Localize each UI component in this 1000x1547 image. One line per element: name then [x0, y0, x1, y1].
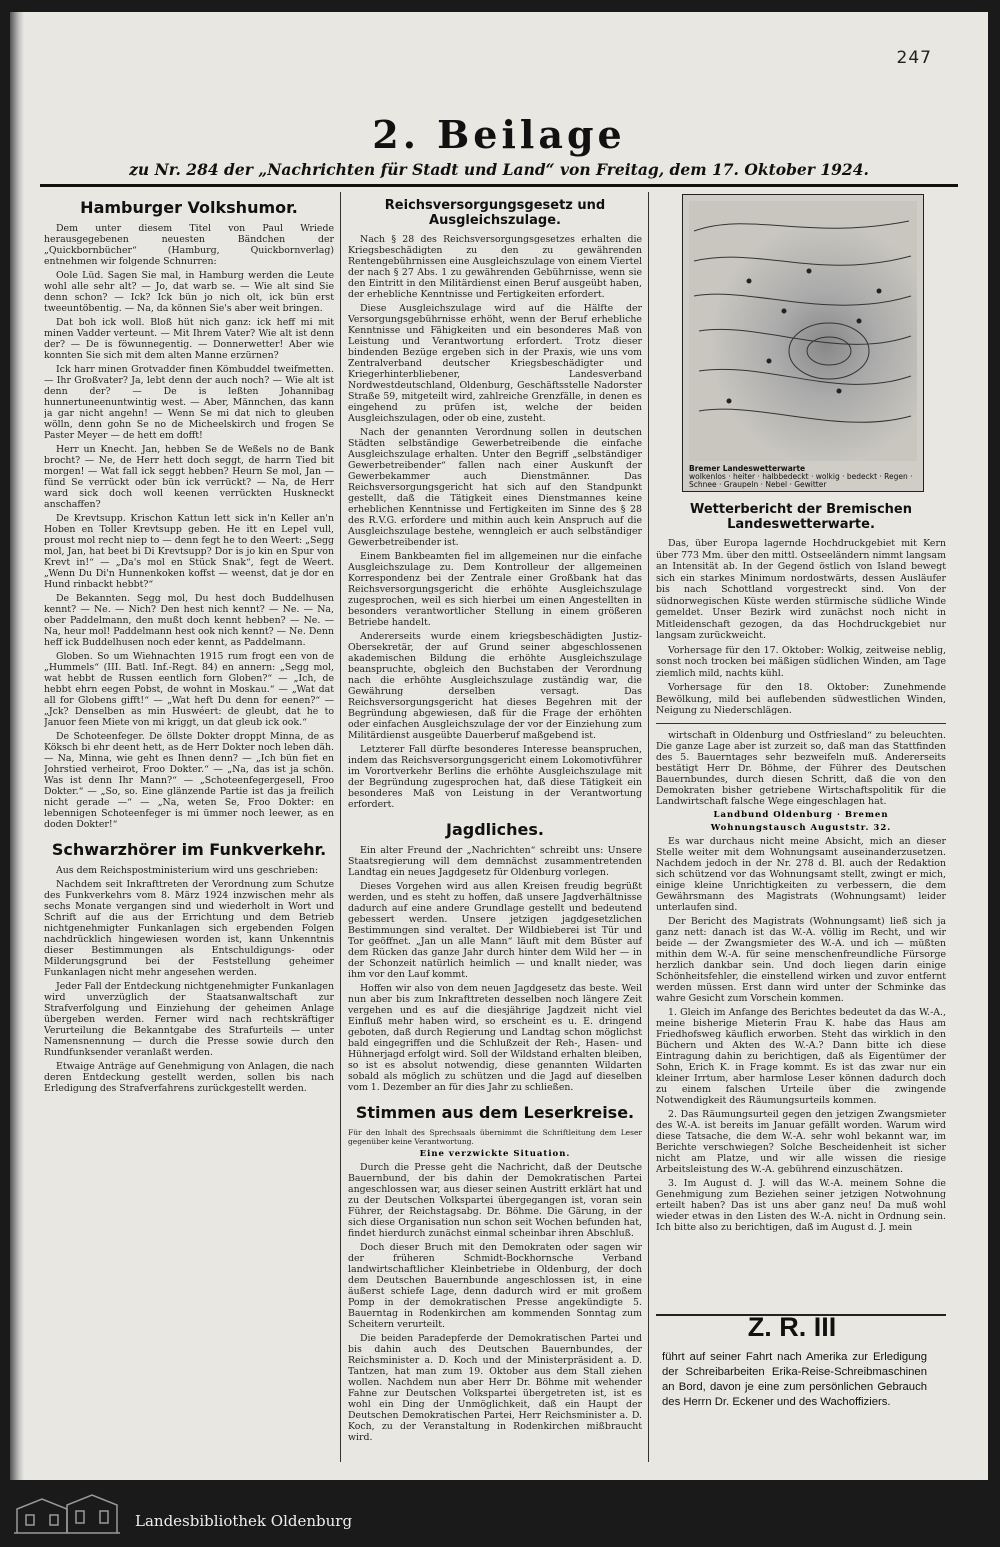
header-rule [40, 184, 958, 187]
paragraph: Ick harr minen Grotvadder finen Kömbuddel tweifmetten. — Ihr Großvater? Ja, lebt denn der auch noch? — Wie alt ist denn der? — De is leßten Johannibag hunnertuneenuntwintig west. — Aber, Männchen, das kann ja gar nicht angehn! — Wenn Se mi dat nich to gleuben wölln, denn gohn Se no de Micheelskirch und frogen Se Paster Meyer — de hett em dofft! [44, 364, 334, 441]
paragraph: Aus dem Reichspostministerium wird uns geschrieben: [56, 865, 319, 876]
paragraph: 2. Das Räumungsurteil gegen den jetzigen Zwangsmieter des W.-A. ist bereits im Januar gefällt worden. Warum wird diese Tatsache, die dem W.-A. sehr wohl bekannt war, im Berichte verschwiegen? Solche Bescheidenheit ist sicher nicht am Platze, und wir alle wissen die riesige Arbeitsleistung des W.-A. gebührend einzuschätzen. [656, 1108, 946, 1175]
paragraph: De Bekannten. Segg mol, Du hest doch Buddelhusen kennt? — Ne. — Nich? Den hest nich kennt? — Ne. — Na, ober Paddelmann, den mußt doch kennt hebben? — Ne. — Na, heur mol! Paddelmann hest ook nich kennt? — Ne. Denn heff ick Buddelhusen noch eder kennt, as Paddelmann. [44, 593, 334, 648]
map-legend [689, 465, 917, 487]
weather-map [682, 194, 924, 492]
paragraph: Nach § 28 des Reichsversorgungsgesetzes erhalten die Kriegsbeschädigten zu den zu gewährenden Rentengebührnissen eine Ausgleichszulage von einem Viertel der nach § 27 Abs. 1 zu gewährenden Gebührnisse, wenn sie den Eintritt in den Militärdienst einen Beruf ausgeübt haben, der erhebliche Kenntnisse und Fertigkeiten erfordert. [348, 234, 642, 300]
paragraph: Hoffen wir also von dem neuen Jagdgesetz das beste. Weil nun aber bis zum Inkrafttreten desselben noch längere Zeit vergehen und es auf die diesjährige Jagdzeit nicht viel Einfluß mehr haben wird, so erscheint es u. E. dringend geboten, daß durch Regierung und Landtag schon möglichst bald eingegriffen und die Schlußzeit der Reh-, Hasen- und Hühnerjagd erfolgt wird. Soll der Wildstand erhalten bleiben, so ist es absolut notwendig, diese genannten Wildarten sobald als möglich zu schützen und die Jagd auf dieselben vom 1. Dezember an für dies Jahr zu schließen. [348, 983, 642, 1093]
paragraph: Durch die Presse geht die Nachricht, daß der Deutsche Bauernbund, der bis dahin der Demokratischen Partei angeschlossen war, aus dieser seinen Austritt erklärt hat und zu der Deutschen Volkspartei übergegangen ist, voran sein Führer, der Reichstagsabg. Dr. Böhme. Die Gärung, in der sich diese Organisation nun schon seit Wochen befunden hat, findet hierdurch zunächst einmal scheinbar ihren Abschluß. [348, 1162, 642, 1239]
library-building-icon [12, 1491, 122, 1535]
middle-column [348, 194, 642, 1456]
paragraph: Letzterer Fall dürfte besonderes Interesse beanspruchen, indem das Reichsversorgungsgericht einem Lokomotivführer im Vorortverkehr Berlins die erhöhte Ausgleichszulage mit der Begründung zugesprochen hat, daß diese Tätigkeit ein besonderes Maß von Leistung in der Verantwortung erfordert. [348, 744, 642, 810]
page-binding-edge [10, 12, 24, 1480]
paragraph: Die beiden Paradepferde der Demokratischen Partei und bis dahin auch des Deutschen Bauernbundes, der Reichsminister a. D. Koch und der Ministerpräsident a. D. Tantzen, hat man zum 19. Oktober aus dem Stall ziehen wollen. Nachdem nun aber Herr Dr. Böhme mit wehender Fahne zur Deutschen Volkspartei übergetreten ist, ist es wohl ein Ding der Unmöglichkeit, daß ein Haupt der Deutschen Demokratischen Partei, Herr Reichsminister a. D. Koch, zu der Veranstaltung in Rodenkirchen mißbraucht wird. [348, 1333, 642, 1443]
column-divider [648, 192, 649, 1462]
letter-subheading: Eine verzwickte Situation. [419, 1149, 571, 1159]
paragraph: Nach der genannten Verordnung sollen in deutschen Städten selbständige Gewerbetreibende die einfache Ausgleichszulage erhalten. Unter den Begriff „selbständiger Gewerbetreibender“ fallen nach einer Auskunft der Gewerbekammer auch Dienstmänner. Das Reichsversorgungsgericht hat sich auf den Standpunkt gestellt, daß die Tätigkeit eines Dienstmannes keine erheblichen Kenntnisse und Fertigkeiten im Sinne des § 28 des R.V.G. erfordere und mithin auch kein Anspruch auf die Ausgleichszulage bestehe, wenngleich er auch selbständiger Gewerbetreibender ist. [348, 427, 642, 548]
page-number: 247 [896, 48, 932, 68]
ad-text: führt auf seiner Fahrt nach Amerika zur Erledigung der Schreibarbeiten Erika-Reise-Schreibmaschinen an Bord, davon je eine zum persönlichen Gebrauch des Herrn Dr. Eckener und des Wachoffiziers. [662, 1351, 927, 1408]
section-divider [656, 723, 946, 724]
map-caption: Bremer Landeswetterwarte [689, 464, 806, 473]
paragraph: Doch dieser Bruch mit den Demokraten oder sagen wir der früheren Schmidt-Bockhornsche Verband landwirtschaftlicher Kleinbetriebe in Oldenburg, der doch dem Deutschen Bauernbunde angeschlossen ist, in eine äußerst schiefe Lage, denn dadurch wird er mit großem Pomp in der demokratischen Presse angekündigte 5. Bauerntag in Rodenkirchen am kommenden Sonntag zum Scheitern verurteilt. [348, 1242, 642, 1330]
left-column [44, 194, 334, 1456]
right-column [656, 498, 946, 1318]
article-heading: Wetterbericht der Bremischen Landeswetterwarte. [689, 502, 912, 532]
weather-map-image [689, 201, 917, 461]
paragraph: Der Bericht des Magistrats (Wohnungsamt) ließ sich ja ganz nett: danach ist das W.-A. völlig im Recht, und wir beide — der Zwangsmieter des W.-A. und ich — müßten mithin dem W.-A. für seine menschenfreundliche Fürsorge herzlich dankbar sein. Und doch liegen darin einige Schönheitsfehler, die einstellend wirken und zuvor entfernt werden müssen. Erst dann wird unter der Schminke das wahre Gesicht zum Vorschein kommen. [656, 915, 946, 1004]
article-heading: Hamburger Volkshumor. [80, 198, 298, 217]
paragraph: Etwaige Anträge auf Genehmigung von Anlagen, die nach deren Entdeckung gestellt werden, sollen bis nach Erledigung des Strafverfahrens zurückgestellt werden. [44, 1061, 334, 1094]
column-divider [340, 192, 341, 1462]
supplement-subtitle: zu Nr. 284 der „Nachrichten für Stadt und Land“ von Freitag, dem 17. Oktober 1924. [129, 160, 869, 179]
paragraph: Einem Bankbeamten fiel im allgemeinen nur die einfache Ausgleichszulage zu. Dem Kontrolleur der allgemeinen Korrespondenz bei der Zentrale einer Großbank hat das Reichsversorgungsgericht die erhöhte Ausgleichszulage zugesprochen, weil es sich hierbei um einen Angestellten in besonders verantwortlicher Stellung in einem größeren Betriebe handelt. [348, 551, 642, 628]
library-name[interactable]: Landesbibliothek Oldenburg [135, 1512, 353, 1530]
article-heading: Reichsversorgungsgesetz und Ausgleichszulage. [384, 198, 606, 228]
paragraph: 3. Im August d. J. will das W.-A. meinem Sohne die Genehmigung zum Beziehen seiner jetzigen Notwohnung erteilt haben? Das ist uns aber ganz neu! Da muß wohl wieder etwas in den Listen des W.-A. nicht in Ordnung sein. Ich bitte also zu berichtigen, daß im August d. J. mein [656, 1177, 946, 1233]
article-heading: Jagdliches. [446, 820, 544, 839]
ad-title: Z. R. III [747, 1312, 837, 1342]
paragraph: Oole Lüd. Sagen Sie mal, in Hamburg werden die Leute wohl alle sehr alt? — Jo, dat warb se. — Wie alt sind Sie denn schon? — Ick? Ick bün jo nich olt, ick bün erst tweeuntöbentig. — Na, da können Sie's aber weit bringen. [44, 270, 334, 314]
signature: Landbund Oldenburg · Bremen [713, 809, 889, 820]
article-heading: Stimmen aus dem Leserkreise. [355, 1103, 635, 1122]
map-legend-text: wolkenlos · heiter · halbbedeckt · wolkig · bedeckt · Regen · Schnee · Graupeln · Nebel · Gewitter [689, 472, 913, 489]
paragraph: wirtschaft in Oldenburg und Ostfriesland“ zu beleuchten. Die ganze Lage aber ist zurzeit so, daß man das Stattfinden des 5. Bauerntages sehr bezweifeln muß. Andererseits bestätigt Herr Dr. Böhme, der Führer des Deutschen Bauernbundes, durch diesen Schritt, daß die von den Demokraten bisher getriebene Wirtschaftspolitik für die Landwirtschaft falsche Wege eingeschlagen hat. [656, 729, 946, 807]
paragraph: Vorhersage für den 18. Oktober: Zunehmende Bewölkung, mild bei auflebenden südwestlichen Winden, Neigung zu Niederschlägen. [656, 682, 946, 716]
paragraph: Dat boh ick woll. Bloß hüt nich ganz: ick heff mi mit minen Vadder verteunt. — Mit Ihrem Vater? Wie alt ist denn der? — De is föwunnegentig. — Donnerwetter! Aber wie konnten Sie sich mit dem alten Manne erzürnen? [44, 317, 334, 361]
letter-subheading: Wohnungstausch Auguststr. 32. [710, 822, 892, 833]
paragraph: Das, über Europa lagernde Hochdruckgebiet mit Kern über 773 Mm. über den mittl. Ostseeländern nimmt langsam an Intensität ab. In der Gegend östlich von Island bewegt sich ein starkes Minimum nordostwärts, dessen Ausläufer bis nach Schottland vorgestreckt sind. Von der südnorwegischen Küste werden stürmische südliche Winde gemeldet. Unser Bezirk wird zunächst noch nicht in Mitleidenschaft gezogen, da das Hochdruckgebiet nur langsam zurückweicht. [656, 538, 946, 641]
paragraph: Herr un Knecht. Jan, hebben Se de Weßels no de Bank brocht? — Ne, de Herr hett doch seggt, de harrn Tied bit morgen! — Wat fall ick seggt hebben? Heurn Se mol, Jan — fünd Se verrückt oder bün ick verrückt? — Na, de Herr ward sick doch woll keenen verrückten Huskneckt anschaffen? [44, 444, 334, 510]
editorial-note: Für den Inhalt des Sprechsaals übernimmt die Schriftleitung dem Leser gegenüber keine Verantwortung. [348, 1128, 642, 1146]
supplement-title: 2. Beilage [372, 112, 626, 157]
paragraph: Dem unter diesem Titel von Paul Wriede herausgegebenen neuesten Bändchen der „Quickbornbücher“ (Hamburg, Quickbornverlag) entnehmen wir folgende Schnurren: [44, 223, 334, 267]
paragraph: Ein alter Freund der „Nachrichten“ schreibt uns: Unsere Staatsregierung will dem demnächst zusammentretenden Landtag ein neues Jagdgesetz für Oldenburg vorlegen. [348, 845, 642, 878]
paragraph: Diese Ausgleichszulage wird auf die Hälfte der Versorgungsgebührnisse erhöht, wenn der Beruf erhebliche Kenntnisse und Fähigkeiten und ein besonderes Maß von Leistung und Verantwortung erfordert. Trotz dieser bindenden Bezüge ergeben sich in der Praxis, wie uns vom Zentralverband deutscher Kriegsbeschädigter und Kriegerhinterbliebener, Landesverband Nordwestdeutschland, Oldenburg, Geschäftsstelle Nadorster Straße 59, mitgeteilt wird, zahlreiche Grenzfälle, in denen es eingehend zu prüfen ist, welche der beiden Ausgleichszulagen, oder ob eine, zusteht. [348, 303, 642, 424]
paragraph: Nachdem seit Inkrafttreten der Verordnung zum Schutze des Funkverkehrs vom 8. März 1924 inzwischen mehr als sechs Monate vergangen sind und wiederholt in Wort und Schrift auf die aus der Errichtung und dem Betrieb nichtgenehmigter Funkanlagen sich ergebenden Folgen nachdrücklich hingewiesen worden ist, kann Unkenntnis dieser Bestimmungen als Entschuldigungs- oder Milderungsgrund bei der Feststellung geheimer Funkanlagen nicht mehr angesehen werden. [44, 879, 334, 978]
paragraph: De Krevtsupp. Krischon Kattun lett sick in'n Keller an'n Hoben en Toller Krevtsupp geben. He itt en Lepel vull, proust mol recht niep to — denn fegt he to den Weert: „Segg mol, Jan, hat beet bi Di Krevtsupp? Dor is jo kin en Spur von Krevt in!“ — „Da's mol en Stück Snak“, fegt de Weert. „Wenn Du Di'n Hunnenkoken koffst — weenst, dat je dor en Hund rinbackt hebbt?“ [44, 513, 334, 590]
paragraph: De Schoteenfeger. De öllste Dokter droppt Minna, de as Köksch bi ehr deent hett, as de Herr Dokter noch leben däh. — Na, Minna, wie geht es Ihnen denn? — „Ich bün fiet en Johrstied verheirot, Froo Dokter.“ — „Na, das ist ja schön. Was ist denn Ihr Mann?“ — „Schoteenfegergesell, Froo Dokter.“ — „So, so. Eine glänzende Partie ist das ja freilich nicht gerade —“ — „Na, weten Se, Froo Dokter: en lebennigen Schoteenfeger is mi ümmer noch leewer, as en doden Dokter!“ [44, 731, 334, 830]
newspaper-page [10, 12, 988, 1480]
paragraph: Andererseits wurde einem kriegsbeschädigten Justiz-Obersekretär, der auf Grund seiner abgeschlossenen akademischen Bildung die erhöhte Ausgleichszulage beanspruchte, obgleich den Buchstaben der Verordnung nach die erhöhte Ausgleichszulage zuständig war, die Gewährung derselben versagt. Das Reichsversorgungsgericht hat dieses Begehren mit der Begründung abgewiesen, daß für die Frage der erhöhten oder einfachen Ausgleichszulage der vor der Einziehung zum Militärdienst ausgeübte Dauerberuf maßgebend ist. [348, 631, 642, 741]
article-heading: Schwarzhörer im Funkverkehr. [51, 840, 327, 859]
isobar-lines [689, 201, 917, 459]
paragraph: Jeder Fall der Entdeckung nichtgenehmigter Funkanlagen wird unverzüglich der Staatsanwaltschaft zur Strafverfolgung und Einziehung der geheimen Anlage übergeben werden. Ferner wird nach rechtskräftiger Verurteilung die Bekanntgabe des Strafurteils — unter Namensnennung — durch die Presse sowie durch den Rundfunksender veranlaßt werden. [44, 981, 334, 1058]
paragraph: Globen. So um Wiehnachten 1915 rum frogt een von de „Hummels“ (III. Batl. Inf.-Regt. 84) en annern: „Segg mol, wat hebbt de Russen eentlich forn Globen?“ — „Ich, de hebbt ehrn eegen Pobst, de wohnt in Moskau.“ — „Wat dat all for Globens gifft!“ — „Wat heft Du denn for eenen?“ — „Jck? Denselben as min Huswéert: de gleubt, dat he to Januor feen Miete von mi kriggt, un dat gleub ick ook.“ [44, 651, 334, 728]
paragraph: Es war durchaus nicht meine Absicht, mich an dieser Stelle weiter mit dem Wohnungsamt auseinanderzusetzen. Nachdem jedoch in der Nr. 278 d. Bl. auch der Redaktion sich schützend vor das Wohnungsamt stellt, zwingt er mich, einige kleine Unrichtigkeiten zu verbessern, die dem Gewährsmann des Magistrats (Wohnungsamt) leider unterlaufen sind. [656, 835, 946, 913]
paragraph: Dieses Vorgehen wird aus allen Kreisen freudig begrüßt werden, und es steht zu hoffen, daß unsere Jagdverhältnisse dadurch auf eine andere Grundlage gestellt und bedeutend gebessert werden. Unsere jetzigen jagdgesetzlichen Bestimmungen sind veraltet. Der Wildbieberei ist Tür und Tor geöffnet. „Jan un alle Mann“ läuft mit dem Büster auf dem Rücken das ganze Jahr durch hinter dem Wild her — in der Schonzeit natürlich heimlich — und knallt nieder, was ihm vor den Lauf kommt. [348, 881, 642, 980]
paragraph: 1. Gleich im Anfange des Berichtes bedeutet da das W.-A., meine bisherige Mieterin Frau K. habe das Haus am Friedhofsweg käuflich erworben. Steht das wirklich in den Büchern und Akten des W.-A.? Dann bitte ich diese Eintragung dahin zu berichtigen, daß als Eigentümer der Sohn, Erich K. in Frage kommt. Es ist das zwar nur ein kleiner Irrtum, aber harmlose Leser können dadurch doch zu einem falschen Urteile über die zwingende Notwendigkeit des Räumungsurteils kommen. [656, 1006, 946, 1106]
paragraph: Vorhersage für den 17. Oktober: Wolkig, zeitweise neblig, sonst noch trocken bei mäßigen südlichen Winden, am Tage ziemlich mild, nachts kühl. [656, 644, 946, 679]
